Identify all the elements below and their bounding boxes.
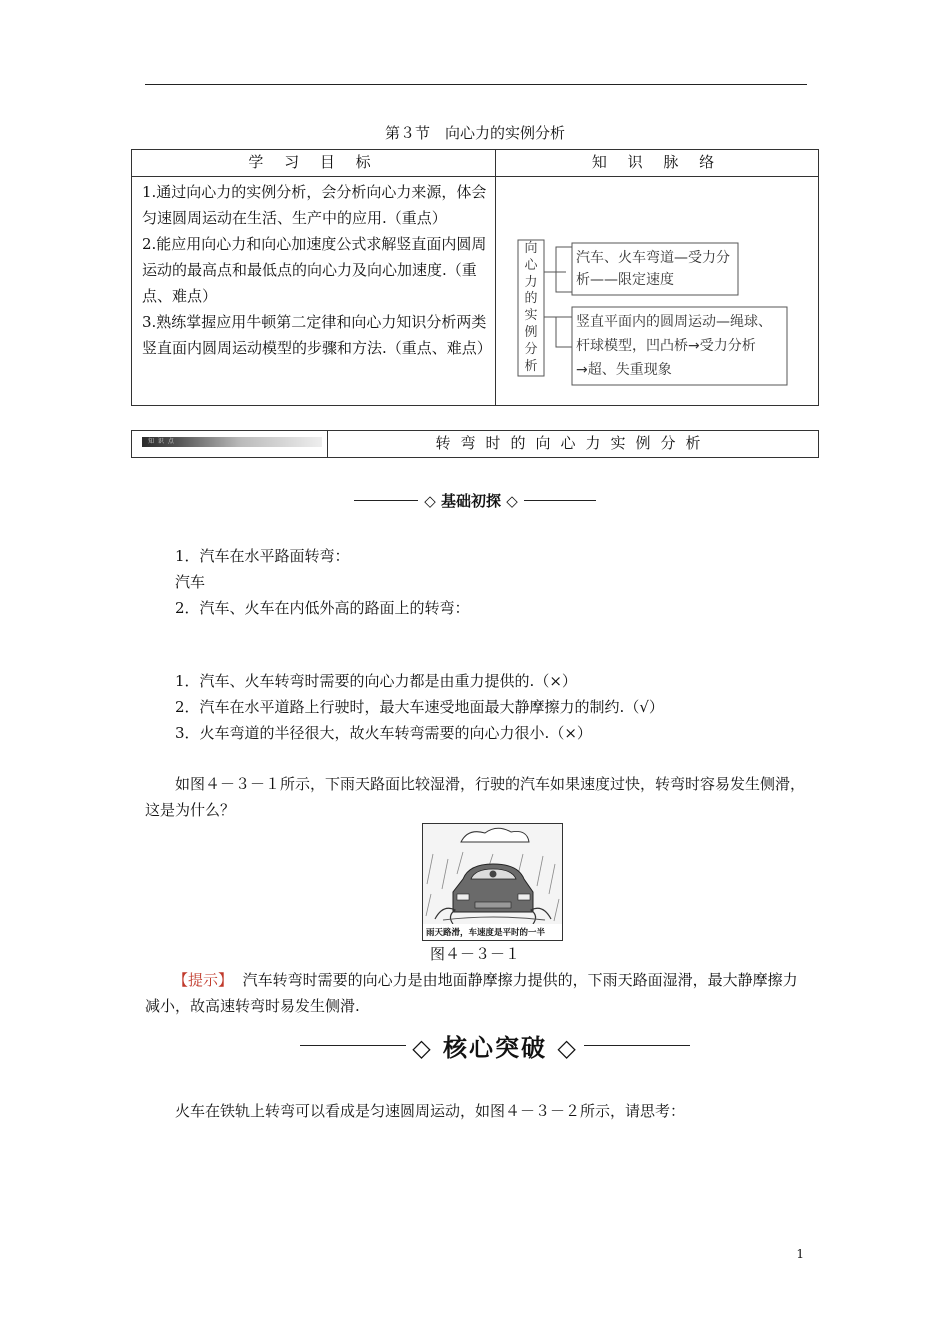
- header-rule: [145, 84, 807, 85]
- page-number: 1: [796, 1247, 804, 1261]
- hint-text: 汽车转弯时需要的向心力是由地面静摩擦力提供的，下雨天路面湿滑，最大静摩擦力减小，故高速转弯时易发生侧滑.: [145, 971, 798, 1015]
- basics-item: 汽车: [175, 573, 206, 591]
- basics-item: 2．汽车、火车在内低外高的路面上的转弯：: [175, 599, 470, 617]
- objectives-list: [132, 177, 496, 406]
- concept-map-branch-vehicles: 汽车、火车弯道—受力分 析——限定速度: [576, 250, 730, 288]
- basics-heading: ◇ 基础初探 ◇: [0, 487, 950, 513]
- judgment-list: [175, 668, 664, 746]
- knowledge-point-tag: 知 识 点: [142, 437, 322, 447]
- hint-paragraph: [145, 967, 807, 1019]
- judgment-item: 3．火车弯道的半径很大，故火车转弯需要的向心力很小.（×）: [175, 724, 592, 742]
- objective-item: 2.能应用向心力和向心加速度公式求解竖直面内圆周运动的最高点和最低点的向心力及向心加速度.（重点、难点）: [142, 235, 487, 305]
- concept-map-root: 向心力的实例分析: [524, 241, 538, 374]
- objectives-header: 学 习 目 标: [132, 150, 496, 177]
- objective-item: 1.通过向心力的实例分析，会分析向心力来源，体会匀速圆周运动在生活、生产中的应用.（重点）: [142, 183, 487, 227]
- figure-label: 图４－３－１: [429, 945, 520, 963]
- train-intro-paragraph: 火车在铁轨上转弯可以看成是匀速圆周运动，如图４－３－２所示，请思考：: [175, 1102, 686, 1120]
- core-heading: ◇ 核心突破 ◇: [300, 1026, 690, 1064]
- section-title: 第３节 向心力的实例分析: [384, 124, 565, 142]
- knowledge-map-header: 知 识 脉 络: [496, 150, 819, 177]
- knowledge-point-bar: [131, 430, 819, 458]
- concept-map: [496, 177, 819, 406]
- objective-item: 3.熟练掌握应用牛顿第二定律和向心力知识分析两类竖直面内圆周运动模型的步骤和方法.（重点、难点）: [142, 313, 492, 357]
- concept-map-branch-vertical: 竖直平面内的圆周运动—绳球、 杆球模型，凹凸桥→受力分析 →超、失重现象: [576, 314, 772, 378]
- judgment-item: 2．汽车在水平道路上行驶时，最大车速受地面最大静摩擦力的制约.（√）: [175, 698, 664, 716]
- figure-inline-caption: 雨天路滑，车速度是平时的一半: [426, 928, 546, 938]
- knowledge-point-title: 转弯时的向心力实例分析: [435, 434, 711, 452]
- basics-list: [175, 543, 470, 621]
- hint-tag: 【提示】: [173, 971, 234, 989]
- judgment-item: 1．汽车、火车转弯时需要的向心力都是由重力提供的.（×）: [175, 672, 577, 690]
- question-paragraph: 如图４－３－１所示，下雨天路面比较湿滑，行驶的汽车如果速度过快，转弯时容易发生侧滑，这是为什么？: [145, 775, 806, 819]
- objectives-table: [131, 149, 819, 406]
- basics-item: 1．汽车在水平路面转弯：: [175, 547, 350, 565]
- rainy-car-figure: [422, 823, 563, 941]
- rainy-car-illustration: [423, 824, 563, 941]
